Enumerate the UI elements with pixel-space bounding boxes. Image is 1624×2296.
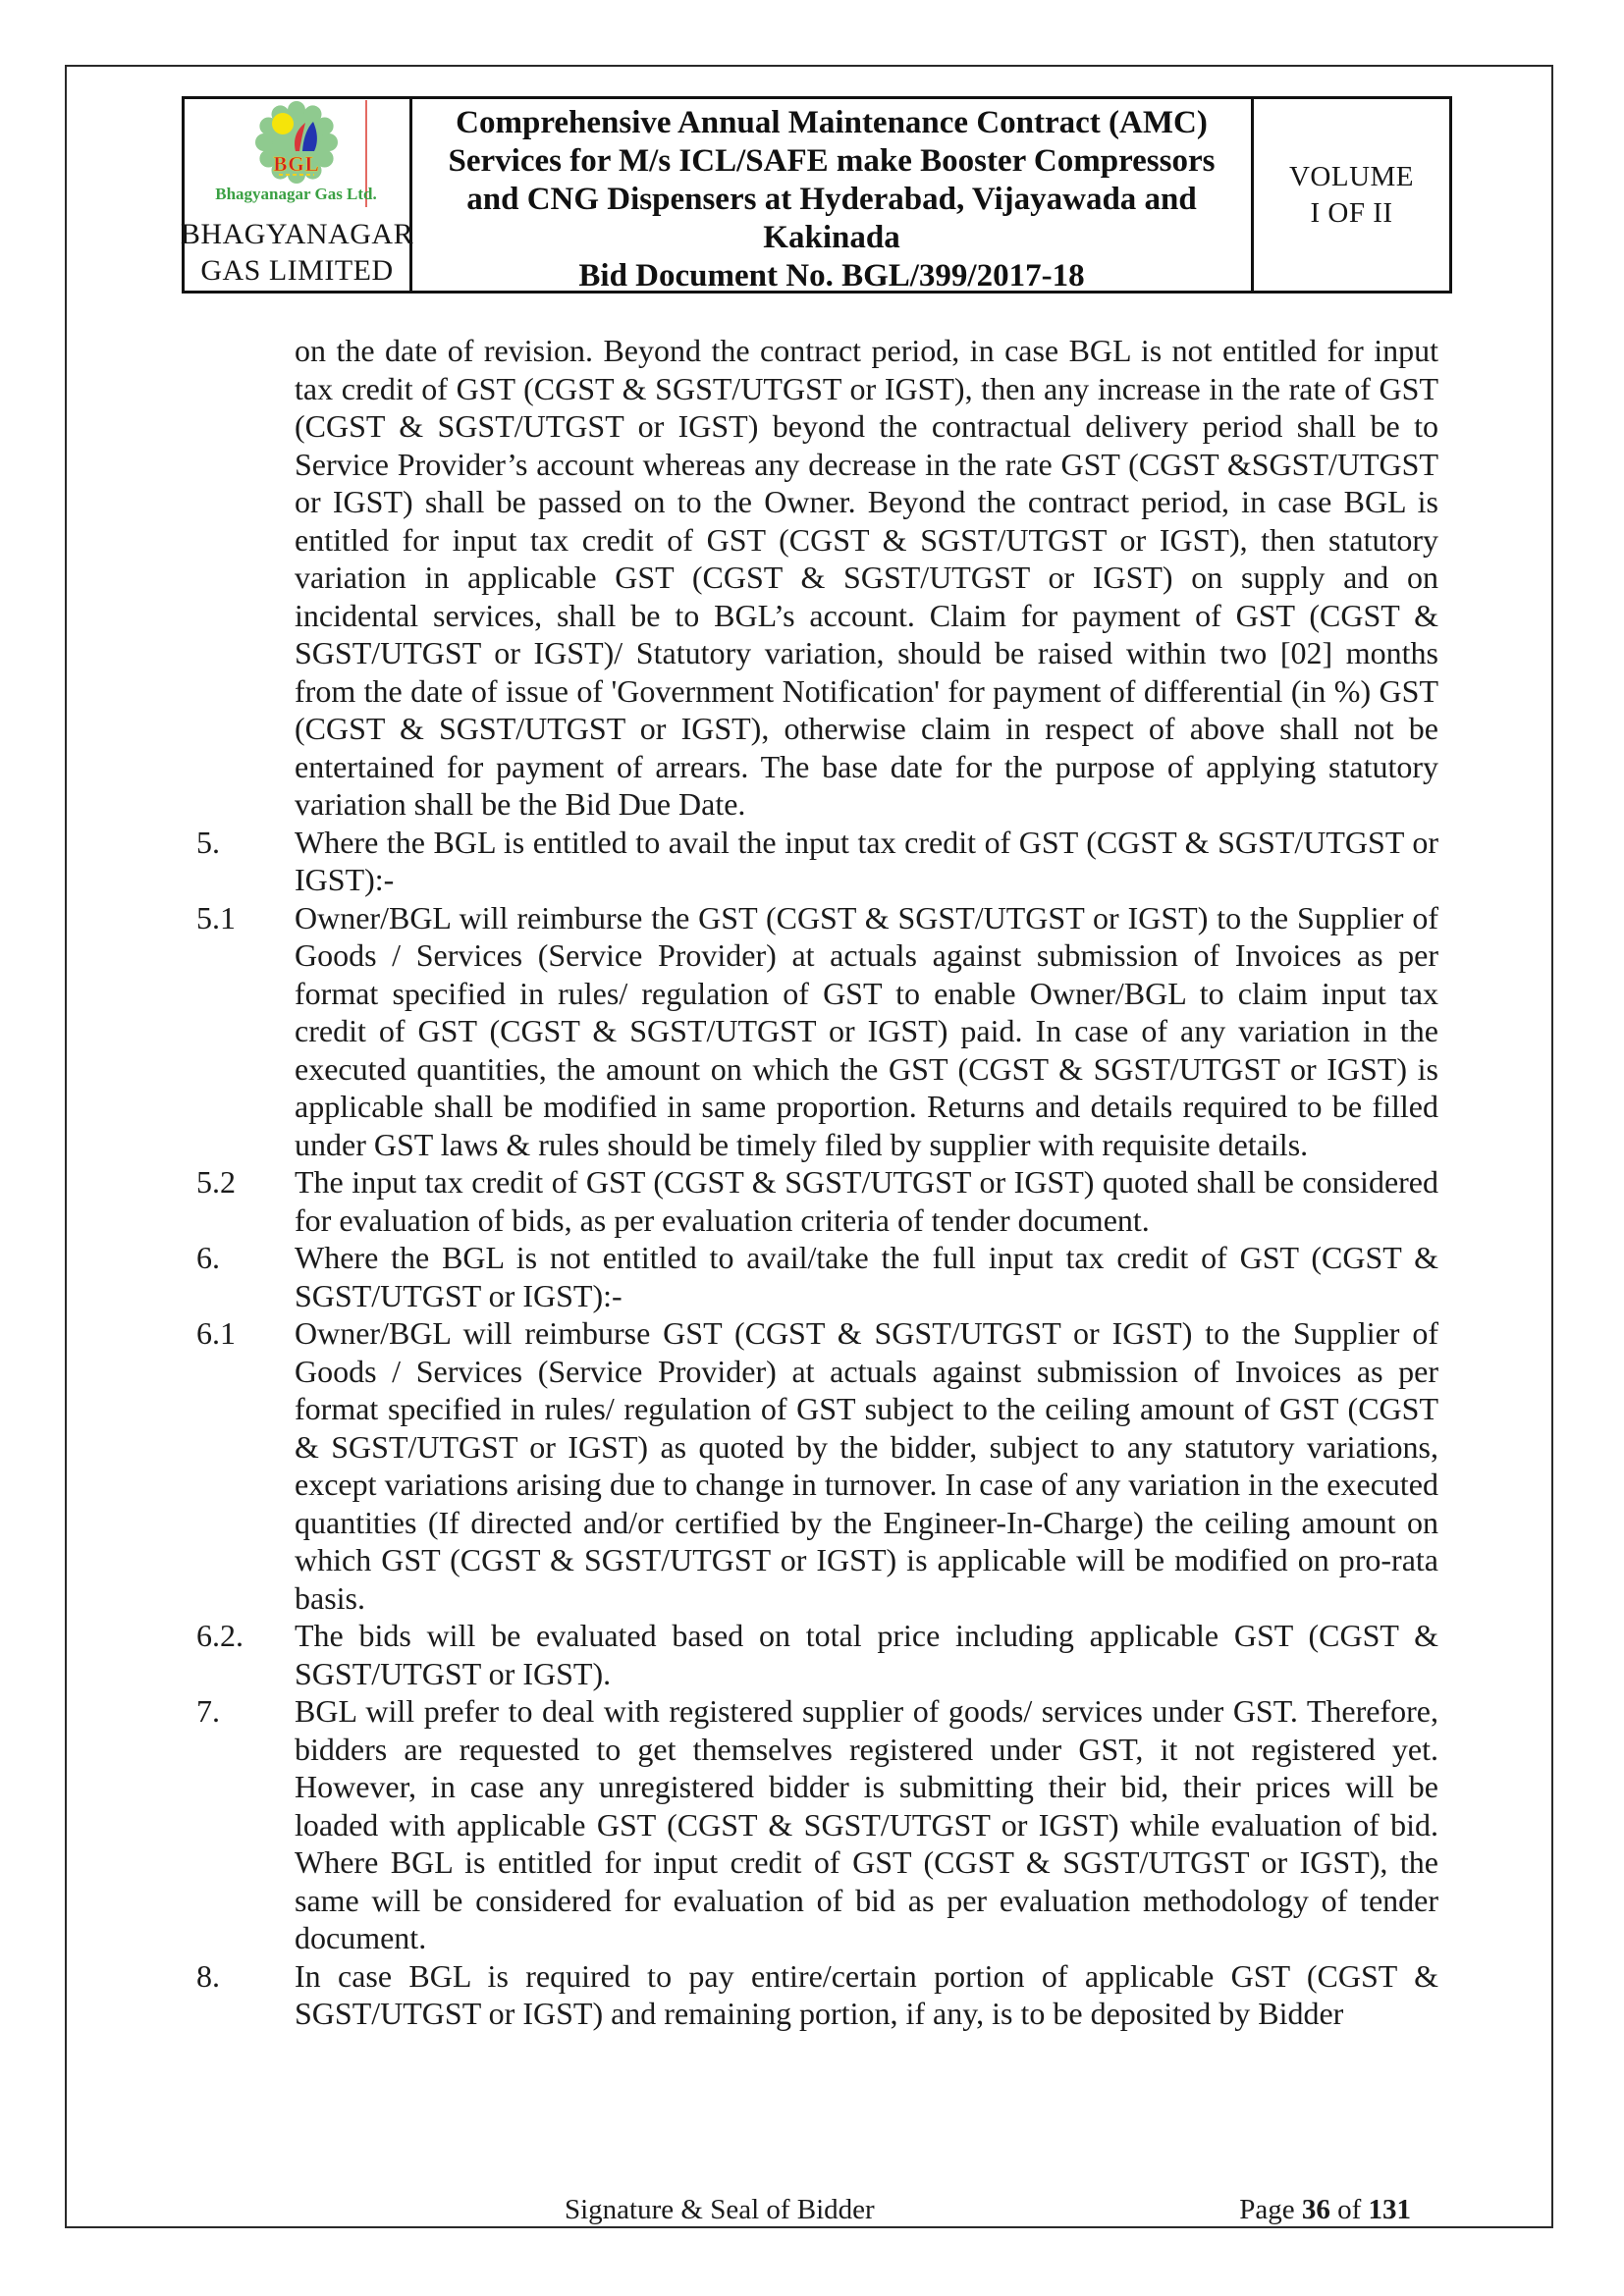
page-label: Page — [1239, 2194, 1295, 2225]
company-logo — [215, 100, 377, 207]
volume-label-line1: VOLUME — [1288, 160, 1415, 192]
clause-text: Where the BGL is entitled to avail the input tax credit of GST (CGST & SGST/UTGST or IGST):- — [295, 824, 1438, 897]
clause-6-2 — [196, 1617, 1438, 1692]
clause-number: 6. — [196, 1240, 220, 1275]
volume-label-line2: I OF II — [1310, 196, 1393, 229]
current-page-number: 36 — [1301, 2194, 1330, 2225]
clause-6 — [196, 1239, 1438, 1314]
total-page-number: 131 — [1368, 2194, 1411, 2225]
clause-text: In case BGL is required to pay entire/certain portion of applicable GST (CGST & SGST/UTGST or IGST) and remaining portion, if any, is to be deposited by Bidder — [295, 1957, 1438, 2031]
bgl-logo-icon — [228, 100, 365, 185]
clause-6-1 — [196, 1314, 1438, 1617]
logo-caption: Bhagyanagar Gas Ltd. — [215, 185, 377, 203]
bid-document-number: Bid Document No. BGL/399/2017-18 — [578, 258, 1085, 294]
clause-number: 6.1 — [196, 1315, 236, 1351]
company-name — [181, 216, 413, 289]
header-volume-cell — [1254, 99, 1449, 291]
clause-text: BGL will prefer to deal with registered supplier of goods/ services under GST. Therefore, bidders are requested to get themselves registered under GST, it not registered yet. However, in case any unregistered bidder is submitting their bid, their prices will be loaded with applicable GST (CGST & SGST/UTGST or IGST) while evaluation of bid. Where BGL is entitled for input credit of GST (CGST & SGST/UTGST or IGST), the same will be considered for evaluation of bid as per evaluation methodology of tender document. — [295, 1693, 1438, 1955]
clause-text: on the date of revision. Beyond the contract period, in case BGL is not entitled for input tax credit of GST (CGST & SGST/UTGST or IGST), then any increase in the rate of GST (CGST & SGST/UTGST or IGST) beyond the contractual delivery period shall be to Service Provider’s account whereas any decrease in the rate GST (CGST &SGST/UTGST or IGST) shall be passed on to the Owner. Beyond the contract period, in case BGL is entitled for input tax credit of GST (CGST & SGST/UTGST or IGST), then statutory variation in applicable GST (CGST & SGST/UTGST or IGST) on supply and on incidental services, shall be to BGL’s account. Claim for payment of GST (CGST & SGST/UTGST or IGST)/ Statutory variation, should be raised within two [02] months from the date of issue of 'Government Notification' for payment of differential (in %) GST (CGST & SGST/UTGST or IGST), otherwise claim in respect of above shall not be entertained for payment of arrears. The base date for the purpose of applying statutory variation shall be the Bid Due Date. — [295, 333, 1438, 822]
clause-5 — [196, 824, 1438, 899]
clause-text: Where the BGL is not entitled to avail/take the full input tax credit of GST (CGST & SGST/UTGST or IGST):- — [295, 1240, 1438, 1313]
paragraph-continuation — [196, 332, 1438, 824]
company-name-line1: BHAGYANAGAR — [180, 218, 414, 250]
clause-number: 5.1 — [196, 899, 236, 935]
clause-text: Owner/BGL will reimburse the GST (CGST & SGST/UTGST or IGST) to the Supplier of Goods / Services (Service Provider) at actuals against submission of Invoices as per format specified in rules/ regulation of GST to enable Owner/BGL to claim input tax credit of GST (CGST & SGST/UTGST or IGST) paid. In case of any variation in the executed quantities, the amount on which the GST (CGST & SGST/UTGST or IGST) is applicable shall be modified in same proportion. Returns and details required to be filled under GST laws & rules should be timely filed by supplier with requisite details. — [295, 899, 1438, 1162]
clause-text: Owner/BGL will reimburse GST (CGST & SGST/UTGST or IGST) to the Supplier of Goods / Services (Service Provider) at actuals against submission of Invoices as per format specified in rules/ regulation of GST subject to the ceiling amount of GST (CGST & SGST/UTGST or IGST) as quoted by the bidder, subject to any statutory variations, except variations arising due to change in turnover. In case of any variation in the executed quantities (If directed and/or certified by the Engineer-In-Charge) the ceiling amount on which GST (CGST & SGST/UTGST or IGST) is applicable will be modified on pro-rata basis. — [295, 1315, 1438, 1616]
header-title-cell — [412, 99, 1254, 294]
clause-number: 5.2 — [196, 1164, 236, 1200]
page-number-indicator — [1239, 2194, 1411, 2226]
clause-text: The bids will be evaluated based on total price including applicable GST (CGST & SGST/UTGST or IGST). — [295, 1618, 1438, 1691]
clause-number: 7. — [196, 1693, 220, 1729]
company-name-line2: GAS LIMITED — [200, 254, 394, 287]
clause-number: 6.2. — [196, 1618, 244, 1653]
sun-icon — [272, 113, 294, 134]
clause-5-1 — [196, 899, 1438, 1164]
document-title: Comprehensive Annual Maintenance Contract (AMC) Services for M/s ICL/SAFE make Booster Compressors and CNG Dispensers at Hyderabad, Vijayawada and Kakinada — [448, 105, 1216, 255]
document-body — [196, 332, 1438, 2033]
clause-5-2 — [196, 1163, 1438, 1239]
signature-seal-label: Signature & Seal of Bidder — [565, 2194, 875, 2225]
header-logo-cell — [180, 99, 414, 291]
clause-7 — [196, 1692, 1438, 1957]
clause-number: 5. — [196, 824, 220, 860]
clause-8 — [196, 1957, 1438, 2033]
header-table — [182, 96, 1452, 294]
clause-number: 8. — [196, 1957, 220, 1994]
clause-text: The input tax credit of GST (CGST & SGST/UTGST or IGST) quoted shall be considered for evaluation of bids, as per evaluation criteria of tender document. — [295, 1164, 1438, 1238]
page-footer — [0, 2187, 1624, 2226]
of-label: of — [1337, 2194, 1362, 2225]
logo-bgl-text: BGL — [272, 152, 320, 176]
